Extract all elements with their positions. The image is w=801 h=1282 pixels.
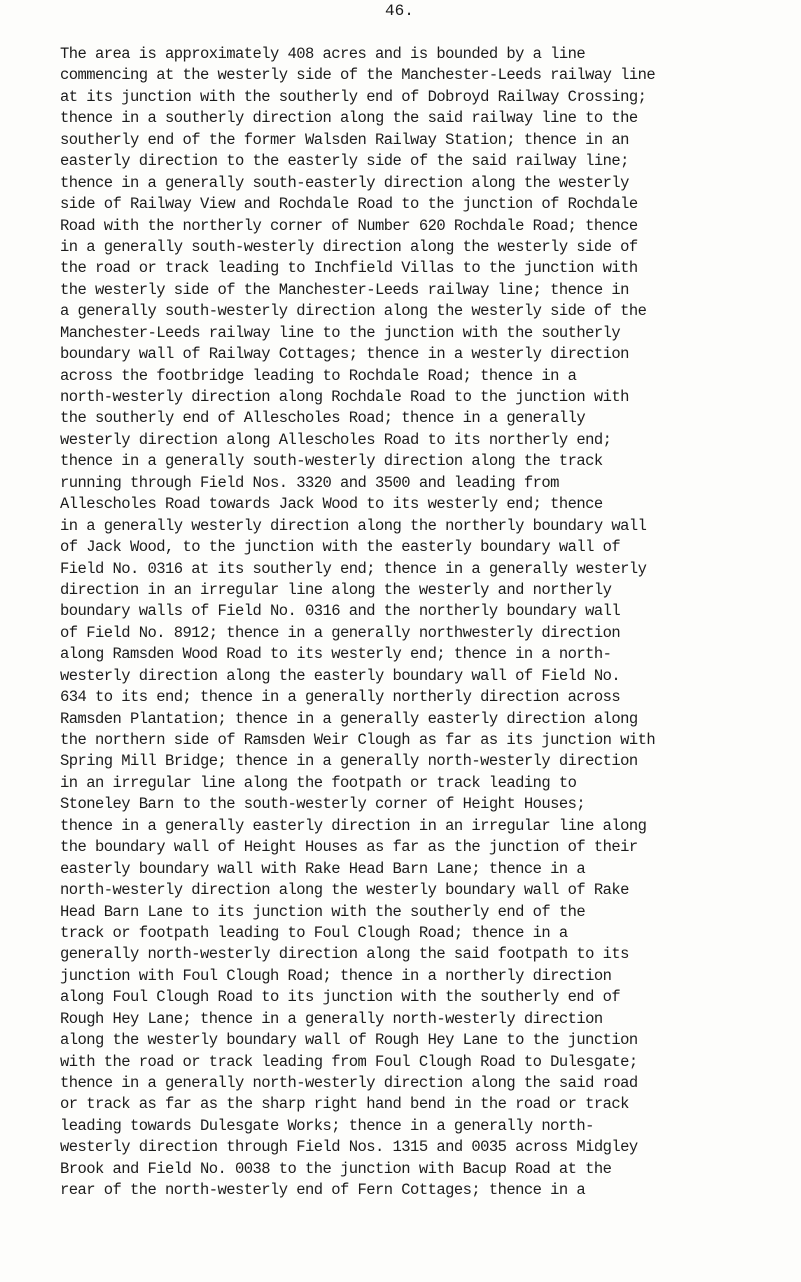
text-line: southerly end of the former Walsden Railway Station; thence in an	[60, 130, 629, 149]
text-line: the westerly side of the Manchester-Leeds railway line; thence in	[60, 280, 629, 299]
text-line: a generally south-westerly direction along the westerly side of the	[60, 302, 647, 321]
text-line: westerly direction through Field Nos. 1315 and 0035 across Midgley	[60, 1138, 638, 1157]
boundary-description-paragraph	[60, 44, 780, 1202]
text-line: the southerly end of Allescholes Road; thence in a generally	[60, 409, 586, 428]
text-line: Spring Mill Bridge; thence in a generally north-westerly direction	[60, 752, 638, 771]
text-line: Field No. 0316 at its southerly end; thence in a generally westerly	[60, 559, 647, 578]
text-line: Manchester-Leeds railway line to the junction with the southerly	[60, 323, 621, 342]
text-line: along Foul Clough Road to its junction with the southerly end of	[60, 988, 621, 1007]
text-line: of Jack Wood, to the junction with the easterly boundary wall of	[60, 538, 621, 557]
text-line: or track as far as the sharp right hand bend in the road or track	[60, 1095, 629, 1114]
text-line: direction in an irregular line along the westerly and northerly	[60, 580, 612, 599]
text-line: in a generally south-westerly direction along the westerly side of	[60, 237, 638, 256]
text-line: with the road or track leading from Foul Clough Road to Dulesgate;	[60, 1052, 638, 1071]
text-line: across the footbridge leading to Rochdale Road; thence in a	[60, 366, 577, 385]
text-line: junction with Foul Clough Road; thence in a northerly direction	[60, 966, 612, 985]
text-line: in an irregular line along the footpath or track leading to	[60, 773, 577, 792]
text-line: Road with the northerly corner of Number 620 Rochdale Road; thence	[60, 216, 638, 235]
text-line: Ramsden Plantation; thence in a generally easterly direction along	[60, 709, 638, 728]
text-line: thence in a generally south-westerly direction along the track	[60, 452, 603, 471]
text-line: The area is approximately 408 acres and is bounded by a line	[60, 45, 586, 63]
text-line: 634 to its end; thence in a generally northerly direction across	[60, 688, 621, 707]
text-line: easterly boundary wall with Rake Head Barn Lane; thence in a	[60, 859, 586, 878]
text-line: Rough Hey Lane; thence in a generally north-westerly direction	[60, 1009, 603, 1028]
text-line: boundary walls of Field No. 0316 and the northerly boundary wall	[60, 602, 621, 621]
text-line: in a generally westerly direction along the northerly boundary wall	[60, 516, 647, 535]
text-line: thence in a generally easterly direction in an irregular line along	[60, 816, 647, 835]
text-line: north-westerly direction along the westerly boundary wall of Rake	[60, 881, 629, 900]
text-line: north-westerly direction along Rochdale Road to the junction with	[60, 388, 629, 406]
text-line: thence in a generally north-westerly direction along the said road	[60, 1074, 638, 1092]
text-line: the northern side of Ramsden Weir Clough as far as its junction with	[60, 731, 656, 749]
text-line: Allescholes Road towards Jack Wood to its westerly end; thence	[60, 495, 603, 514]
text-line: the road or track leading to Inchfield Villas to the junction with	[60, 259, 638, 278]
text-line: the boundary wall of Height Houses as far as the junction of their	[60, 838, 638, 857]
text-line: running through Field Nos. 3320 and 3500 and leading from	[60, 473, 559, 492]
text-line: thence in a generally south-easterly direction along the westerly	[60, 173, 629, 192]
text-line: westerly direction along the easterly boundary wall of Field No.	[60, 666, 621, 685]
text-line: track or footpath leading to Foul Clough Road; thence in a	[60, 923, 568, 942]
text-line: Brook and Field No. 0038 to the junction with Bacup Road at the	[60, 1159, 612, 1178]
text-line: thence in a southerly direction along the said railway line to the	[60, 109, 638, 128]
text-line: side of Railway View and Rochdale Road to the junction of Rochdale	[60, 195, 638, 214]
text-line: generally north-westerly direction along the said footpath to its	[60, 945, 629, 964]
page-number: 46.	[385, 2, 414, 20]
text-line: along the westerly boundary wall of Rough Hey Lane to the junction	[60, 1031, 638, 1050]
text-line: at its junction with the southerly end of Dobroyd Railway Crossing;	[60, 87, 647, 106]
text-line: boundary wall of Railway Cottages; thence in a westerly direction	[60, 345, 629, 364]
text-line: commencing at the westerly side of the Manchester-Leeds railway line	[60, 66, 656, 85]
text-line: Head Barn Lane to its junction with the southerly end of the	[60, 902, 586, 921]
text-line: Stoneley Barn to the south-westerly corner of Height Houses;	[60, 795, 586, 814]
text-line: along Ramsden Wood Road to its westerly end; thence in a north-	[60, 645, 612, 664]
text-line: easterly direction to the easterly side of the said railway line;	[60, 152, 629, 171]
text-line: leading towards Dulesgate Works; thence in a generally north-	[60, 1116, 594, 1135]
text-line: of Field No. 8912; thence in a generally northwesterly direction	[60, 623, 621, 642]
text-line: westerly direction along Allescholes Road to its northerly end;	[60, 430, 612, 449]
text-line: rear of the north-westerly end of Fern Cottages; thence in a	[60, 1181, 586, 1200]
